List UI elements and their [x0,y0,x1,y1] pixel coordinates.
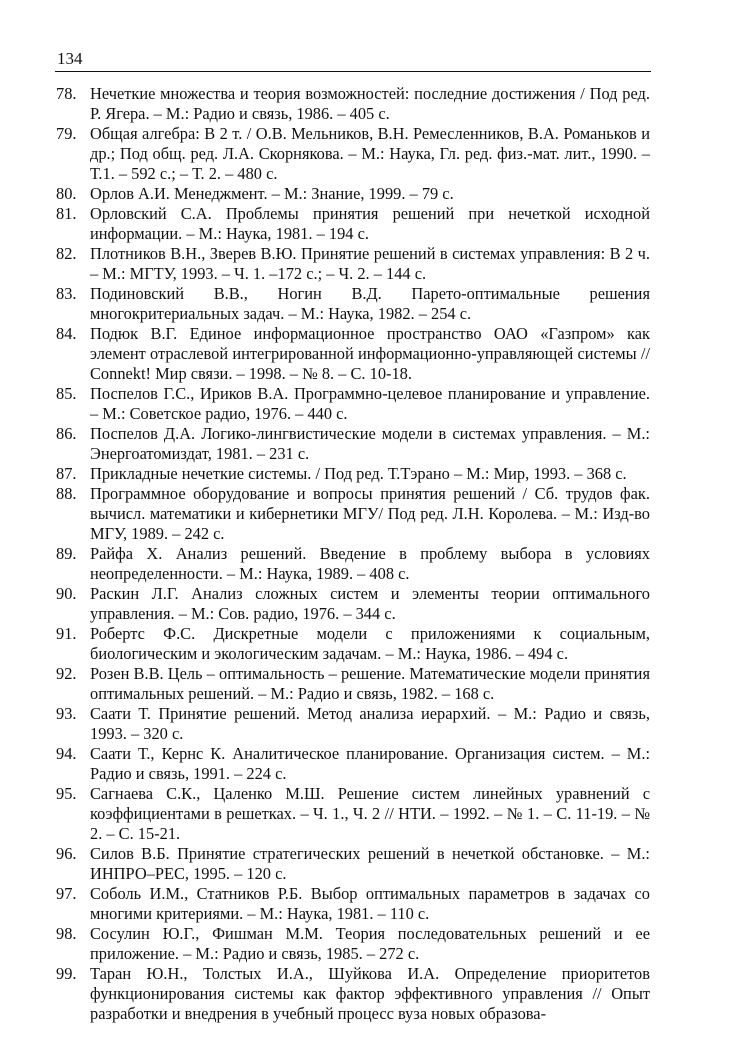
reference-number: 92. [56,664,77,683]
reference-item [56,544,650,584]
reference-item [56,84,650,124]
reference-number: 80. [56,184,77,203]
reference-number: 90. [56,584,77,603]
reference-item [56,484,650,544]
reference-text: Подюк В.Г. Единое информационное пространство ОАО «Газпром» как элемент отраслевой интегрированной информационно-управляющей системы // Connekt! Мир связи. – 1998. – № 8. – С. 10-18. [90,324,650,383]
reference-list [56,84,650,1024]
reference-text: Таран Ю.Н., Толстых И.А., Шуйкова И.А. Определение приоритетов функционирования системы как фактор эффективного управления // Опыт разработки и внедрения в учебный процесс вуза новых образова- [90,964,650,1023]
reference-text: Поспелов Д.А. Логико-лингвистические модели в системах управления. – М.: Энергоатомиздат, 1981. – 231 с. [90,424,650,463]
reference-number: 88. [56,484,77,503]
reference-text: Общая алгебра: В 2 т. / О.В. Мельников, В.Н. Ремесленников, В.А. Романьков и др.; Под общ. ред. Л.А. Скорнякова. – М.: Наука, Гл. ред. физ.-мат. лит., 1990. – Т.1. – 592 с.; – Т. 2. – 480 с. [90,124,650,183]
reference-item [56,184,650,204]
reference-text: Прикладные нечеткие системы. / Под ред. Т.Тэрано – М.: Мир, 1993. – 368 с. [90,464,627,483]
reference-text: Силов В.Б. Принятие стратегических решений в нечеткой обстановке. – М.: ИНПРО–РЕС, 1995. – 120 с. [90,844,650,883]
reference-text: Орлов А.И. Менеджмент. – М.: Знание, 1999. – 79 с. [90,184,454,203]
reference-text: Нечеткие множества и теория возможностей: последние достижения / Под ред. Р. Ягера. – М.: Радио и связь, 1986. – 405 с. [90,84,650,123]
reference-text: Саати Т., Кернс К. Аналитическое планирование. Организация систем. – М.: Радио и связь, 1991. – 224 с. [90,744,650,783]
reference-text: Саати Т. Принятие решений. Метод анализа иерархий. – М.: Радио и связь, 1993. – 320 с. [90,704,650,743]
reference-number: 85. [56,384,77,403]
reference-number: 84. [56,324,77,343]
reference-number: 93. [56,704,77,723]
reference-number: 79. [56,124,77,143]
reference-number: 82. [56,244,77,263]
reference-item [56,244,650,284]
reference-item [56,624,650,664]
reference-text: Сосулин Ю.Г., Фишман М.М. Теория последовательных решений и ее приложение. – М.: Радио и связь, 1985. – 272 с. [90,924,650,963]
reference-item [56,884,650,924]
reference-number: 99. [56,964,77,983]
reference-item [56,784,650,844]
reference-item [56,704,650,744]
reference-number: 83. [56,284,77,303]
reference-item [56,124,650,184]
reference-item [56,424,650,464]
reference-number: 78. [56,84,77,103]
page-number: 134 [57,49,83,68]
reference-item [56,324,650,384]
reference-text: Плотников В.Н., Зверев В.Ю. Принятие решений в системах управления: В 2 ч. – М.: МГТУ, 1993. – Ч. 1. –172 с.; – Ч. 2. – 144 с. [90,244,650,283]
reference-number: 86. [56,424,77,443]
reference-number: 87. [56,464,77,483]
reference-text: Подиновский В.В., Ногин В.Д. Парето-оптимальные решения многокритериальных задач. – М.: Наука, 1982. – 254 с. [90,284,650,323]
reference-item [56,924,650,964]
reference-number: 81. [56,204,77,223]
reference-item [56,744,650,784]
reference-item [56,464,650,484]
reference-number: 94. [56,744,77,763]
reference-number: 97. [56,884,77,903]
reference-item [56,204,650,244]
reference-item [56,384,650,424]
reference-text: Программное оборудование и вопросы принятия решений / Сб. трудов фак. вычисл. математики и кибернетики МГУ/ Под ред. Л.Н. Королева. – М.: Изд-во МГУ, 1989. – 242 с. [90,484,650,543]
reference-text: Поспелов Г.С., Ириков В.А. Программно-целевое планирование и управление. – М.: Советское радио, 1976. – 440 с. [90,384,650,423]
reference-text: Робертс Ф.С. Дискретные модели с приложениями к социальным, биологическим и экологическим задачам. – М.: Наука, 1986. – 494 с. [90,624,650,663]
reference-item [56,584,650,624]
reference-text: Соболь И.М., Статников Р.Б. Выбор оптимальных параметров в задачах со многими критериями. – М.: Наука, 1981. – 110 с. [90,884,650,923]
reference-text: Сагнаева С.К., Цаленко М.Ш. Решение систем линейных уравнений с коэффициентами в решетках. – Ч. 1., Ч. 2 // НТИ. – 1992. – № 1. – С. 11-19. – № 2. – С. 15-21. [90,784,650,843]
reference-text: Райфа Х. Анализ решений. Введение в проблему выбора в условиях неопределенности. – М.: Наука, 1989. – 408 с. [90,544,650,583]
reference-number: 89. [56,544,77,563]
reference-number: 96. [56,844,77,863]
reference-number: 98. [56,924,77,943]
header-rule [55,71,651,72]
reference-number: 95. [56,784,77,803]
reference-text: Раскин Л.Г. Анализ сложных систем и элементы теории оптимального управления. – М.: Сов. радио, 1976. – 344 с. [90,584,650,623]
reference-item [56,284,650,324]
reference-item [56,964,650,1024]
reference-item [56,844,650,884]
reference-text: Орловский С.А. Проблемы принятия решений при нечеткой исходной информации. – М.: Наука, 1981. – 194 с. [90,204,650,243]
reference-item [56,664,650,704]
reference-text: Розен В.В. Цель – оптимальность – решение. Математические модели принятия оптимальных решений. – М.: Радио и связь, 1982. – 168 с. [90,664,650,703]
reference-number: 91. [56,624,77,643]
